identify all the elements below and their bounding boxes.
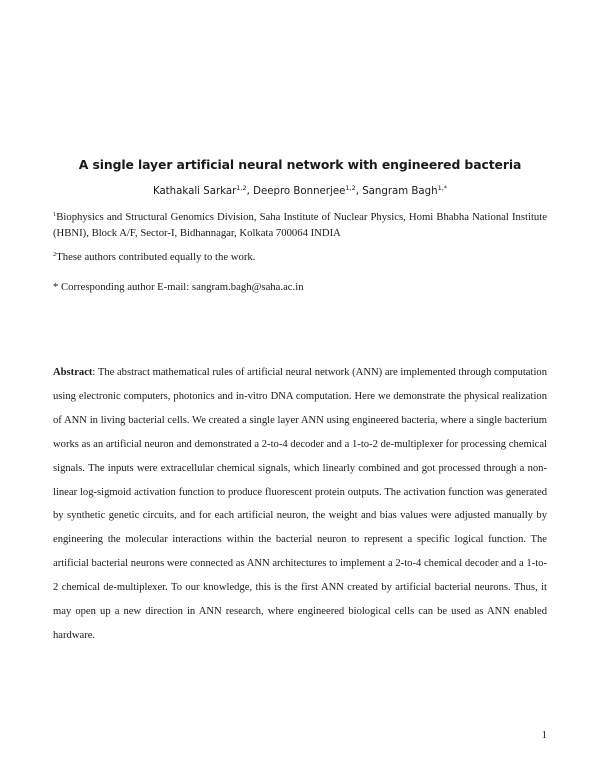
author bbox=[362, 186, 447, 197]
author-affiliation-mark: 1,* bbox=[437, 184, 448, 192]
abstract-text: : The abstract mathematical rules of artificial neural network (ANN) are implemented through computation using electronic computers, photonics and in-vitro DNA computation. Here we demonstrate the physical realization of ANN in living bacterial cells. We created a single layer ANN using engineered bacteria, where a single bacterium works as an artificial neuron and demonstrated a 2-to-4 decoder and a 1-to-2 de-multiplexer for processing chemical signals. The inputs were extracellular chemical signals, which linearly combined and got processed through a non-linear log-sigmoid activation function to produce fluorescent protein outputs. The activation function was generated by synthetic genetic circuits, and for each artificial neuron, the weight and bias values were adjusted manually by engineering the molecular interactions within the bacterial neuron to represent a specific logical function. The artificial bacterial neurons were connected as ANN architectures to implement a 2-to-4 chemical decoder and a 1-to-2 chemical de-multiplexer. To our knowledge, this is the first ANN created by artificial bacterial neurons. Thus, it may open up a new direction in ANN research, where engineered biological cells can be used as ANN enabled hardware. bbox=[53, 367, 547, 641]
paper-title: A single layer artificial neural network with engineered bacteria bbox=[78, 157, 522, 172]
affiliation-text: Biophysics and Structural Genomics Division, Saha Institute of Nuclear Physics, Homi Bhabha National Institute (HBNI), Block A/F, Sector-I, Bidhannagar, Kolkata 700064 INDIA bbox=[53, 211, 547, 239]
equal-contribution-note bbox=[53, 251, 547, 263]
author bbox=[153, 186, 253, 197]
author-name: Kathakali Sarkar bbox=[152, 186, 237, 197]
author-name: Sangram Bagh bbox=[362, 186, 438, 197]
author-name: Deepro Bonnerjee bbox=[253, 186, 346, 197]
abstract bbox=[53, 361, 547, 648]
author bbox=[253, 186, 362, 197]
abstract-label: Abstract bbox=[53, 367, 93, 378]
affiliation-mark: 1 bbox=[53, 211, 57, 218]
page-number: 1 bbox=[541, 729, 547, 741]
equal-contribution-mark: 2 bbox=[53, 251, 57, 258]
author-separator: , bbox=[355, 186, 363, 197]
author-affiliation-mark: 1,2 bbox=[345, 184, 356, 192]
corresponding-author: * Corresponding author E-mail: sangram.bagh@saha.ac.in bbox=[53, 281, 304, 293]
author-affiliation-mark: 1,2 bbox=[236, 184, 247, 192]
author-separator: , bbox=[246, 186, 254, 197]
affiliation bbox=[53, 209, 547, 241]
equal-contribution-text: These authors contributed equally to the work. bbox=[56, 251, 256, 263]
author-list bbox=[0, 186, 600, 197]
